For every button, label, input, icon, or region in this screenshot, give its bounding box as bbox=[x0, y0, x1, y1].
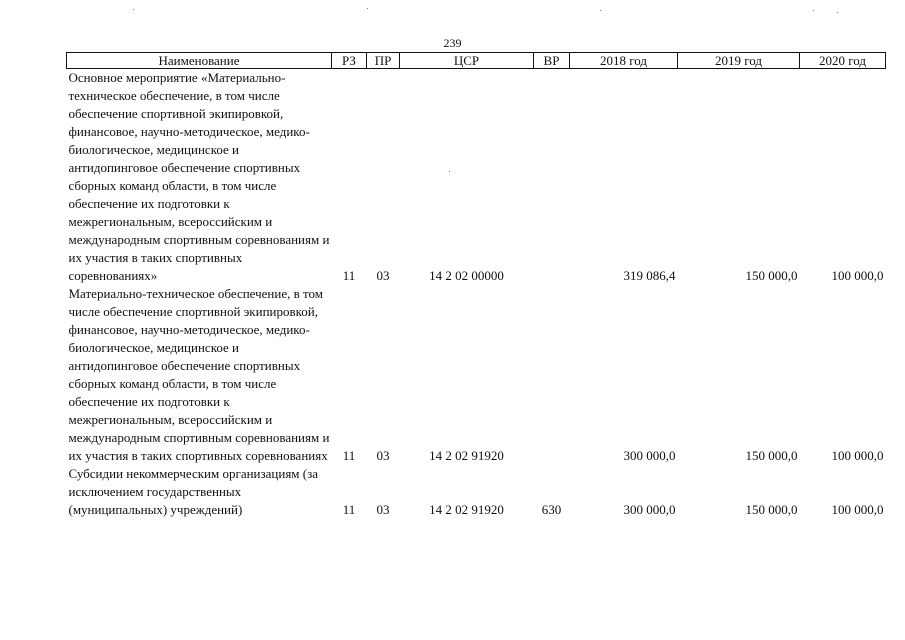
header-csr: ЦСР bbox=[400, 53, 534, 69]
row-name: Субсидии некоммерческим организациям (за исключением государственных (муниципальных) учреждений) bbox=[68, 466, 319, 517]
row-csr: 14 2 02 91920 bbox=[429, 448, 504, 463]
row-2018: 319 086,4 bbox=[623, 268, 676, 283]
row-2020: 100 000,0 bbox=[831, 502, 884, 517]
row-vr: 630 bbox=[541, 502, 562, 517]
scan-speck bbox=[600, 10, 601, 11]
row-rz: 11 bbox=[342, 268, 356, 283]
table-row bbox=[67, 465, 886, 519]
budget-table bbox=[66, 52, 886, 519]
row-rz: 11 bbox=[342, 448, 356, 463]
row-csr: 14 2 02 00000 bbox=[429, 268, 504, 283]
header-name: Наименование bbox=[67, 53, 332, 69]
row-2018: 300 000,0 bbox=[623, 448, 676, 463]
row-pr: 03 bbox=[376, 502, 390, 517]
row-2018: 300 000,0 bbox=[623, 502, 676, 517]
table-header-row bbox=[67, 53, 886, 69]
header-rz: РЗ bbox=[332, 53, 367, 69]
scan-speck bbox=[813, 10, 814, 11]
table-row bbox=[67, 285, 886, 465]
scan-speck bbox=[367, 8, 368, 9]
row-pr: 03 bbox=[376, 268, 390, 283]
row-2020: 100 000,0 bbox=[831, 268, 884, 283]
row-rz: 11 bbox=[342, 502, 356, 517]
header-vr: ВР bbox=[534, 53, 570, 69]
header-2018: 2018 год bbox=[570, 53, 678, 69]
row-pr: 03 bbox=[376, 448, 390, 463]
scan-speck bbox=[133, 9, 134, 10]
row-2019: 150 000,0 bbox=[745, 448, 798, 463]
table-row bbox=[67, 69, 886, 286]
header-pr: ПР bbox=[367, 53, 400, 69]
row-2020: 100 000,0 bbox=[831, 448, 884, 463]
row-name: Материально-техническое обеспечение, в том числе обеспечение спортивной экипировкой, финансовое, научно-методическое, медико-биологическое, медицинское и антидопинговое обеспечение спортивных сборных команд области, в том числе обеспечение их подготовки к межрегиональным, всероссийским и международным спортивным соревнованиям и их участия в таких спортивных соревнованиях bbox=[68, 286, 330, 463]
header-2019: 2019 год bbox=[678, 53, 800, 69]
row-csr: 14 2 02 91920 bbox=[429, 502, 504, 517]
row-vr bbox=[534, 69, 570, 286]
header-2020: 2020 год bbox=[800, 53, 886, 69]
row-2019: 150 000,0 bbox=[745, 268, 798, 283]
row-2019: 150 000,0 bbox=[745, 502, 798, 517]
page-number: 239 bbox=[443, 36, 462, 50]
row-name: Основное мероприятие «Материально-техническое обеспечение, в том числе обеспечение спортивной экипировкой, финансовое, научно-методическое, медико-биологическое, медицинское и антидопинговое обеспечение спортивных сборных команд области, в том числе обеспечение их подготовки к межрегиональным, всероссийским и международным спортивным соревнованиям и их участия в таких спортивных соревнованиях» bbox=[68, 70, 330, 283]
scan-speck bbox=[837, 12, 838, 13]
row-vr bbox=[534, 285, 570, 465]
